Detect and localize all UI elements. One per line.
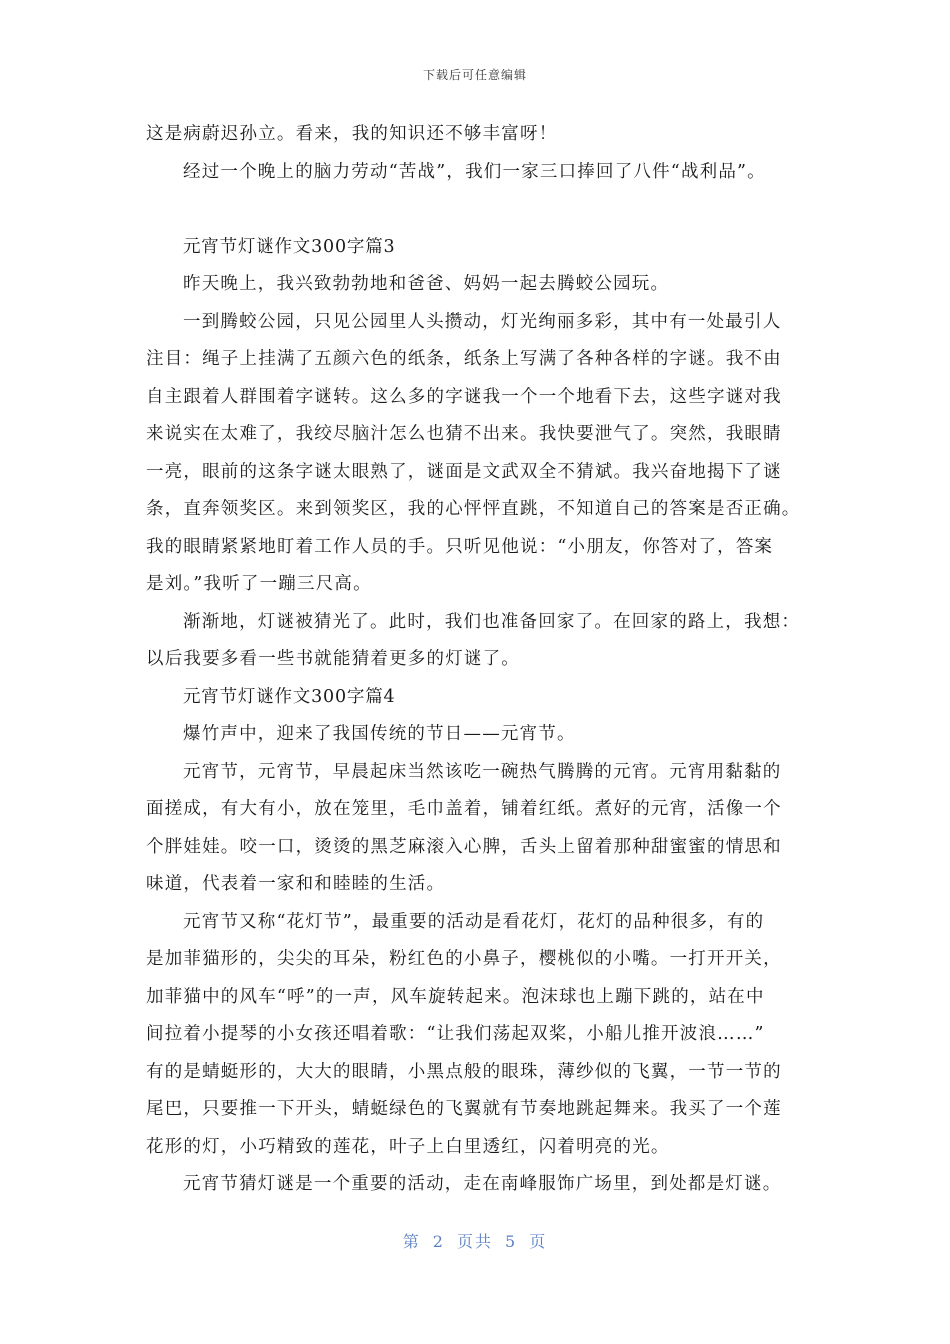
paragraph-line: 间拉着小提琴的小女孩还唱着歌：“让我们荡起双桨，小船儿推开波浪……”	[146, 1024, 765, 1044]
page-footer	[0, 1229, 950, 1252]
paragraph-line: 元宵节猜灯谜是一个重要的活动，走在南峰服饰广场里，到处都是灯谜。	[183, 1174, 782, 1194]
current-page-number: 2	[432, 1232, 445, 1251]
section-title: 元宵节灯谜作文300字篇4	[183, 686, 396, 707]
paragraph-line: 这是病蔚迟孙立。看来，我的知识还不够丰富呀！	[146, 124, 558, 144]
blank-line	[146, 191, 816, 229]
paragraph-line: 有的是蜻蜓形的，大大的眼睛，小黑点般的眼珠，薄纱似的飞翼，一节一节的	[146, 1061, 782, 1082]
paragraph-line: 加菲猫中的风车“呼”的一声，风车旋转起来。泡沫球也上蹦下跳的，站在中	[146, 986, 765, 1007]
paragraph-line: 尾巴，只要推一下开头，蜻蜓绿色的飞翼就有节奏地跳起舞来。我买了一个莲	[146, 1099, 782, 1119]
paragraph-line: 是加菲猫形的，尖尖的耳朵，粉红色的小鼻子，樱桃似的小嘴。一打开开关，	[146, 949, 782, 969]
footer-prefix: 第	[402, 1232, 421, 1251]
section-title: 元宵节灯谜作文300字篇3	[183, 236, 396, 257]
paragraph-line: 面搓成，有大有小，放在笼里，毛巾盖着，铺着红纸。煮好的元宵，活像一个	[146, 799, 782, 819]
paragraph-line: 条，直奔领奖区。来到领奖区，我的心怦怦直跳，不知道自己的答案是否正确。	[146, 499, 801, 519]
document-body	[146, 116, 816, 1204]
footer-suffix: 页	[529, 1232, 548, 1251]
paragraph-line: 爆竹声中，迎来了我国传统的节日——元宵节。	[183, 724, 576, 744]
paragraph-line: 渐渐地，灯谜被猜光了。此时，我们也准备回家了。在回家的路上，我想：	[183, 611, 801, 632]
footer-middle: 页共	[456, 1232, 493, 1251]
paragraph-line: 元宵节又称“花灯节”，最重要的活动是看花灯，花灯的品种很多，有的	[183, 911, 765, 932]
total-page-count: 5	[505, 1232, 518, 1251]
paragraph-line: 味道，代表着一家和和睦睦的生活。	[146, 874, 446, 894]
paragraph-line: 经过一个晚上的脑力劳动“苦战”，我们一家三口捧回了八件“战利品”。	[183, 161, 766, 182]
paragraph-line: 以后我要多看一些书就能猜着更多的灯谜了。	[146, 649, 520, 669]
paragraph-line: 注目：绳子上挂满了五颜六色的纸条，纸条上写满了各种各样的字谜。我不由	[146, 349, 782, 369]
paragraph-line: 花形的灯，小巧精致的莲花，叶子上白里透红，闪着明亮的光。	[146, 1136, 670, 1157]
paragraph-line: 一到腾蛟公园，只见公园里人头攒动，灯光绚丽多彩，其中有一处最引人	[183, 311, 782, 332]
paragraph-line: 昨天晚上，我兴致勃勃地和爸爸、妈妈一起去腾蛟公园玩。	[183, 274, 670, 294]
paragraph-line: 个胖娃娃。咬一口，烫烫的黑芝麻滚入心脾，舌头上留着那种甜蜜蜜的情思和	[146, 836, 782, 857]
paragraph-line: 一亮，眼前的这条字谜太眼熟了，谜面是文武双全不猜斌。我兴奋地揭下了谜	[146, 461, 782, 482]
paragraph-line: 元宵节，元宵节，早晨起床当然该吃一碗热气腾腾的元宵。元宵用黏黏的	[183, 761, 782, 782]
header-note: 下载后可任意编辑	[422, 68, 527, 82]
paragraph-line: 是刘。”我听了一蹦三尺高。	[146, 574, 372, 594]
paragraph-line: 来说实在太难了，我绞尽脑汁怎么也猜不出来。我快要泄气了。突然，我眼睛	[146, 424, 782, 444]
paragraph-line: 自主跟着人群围着字谜转。这么多的字谜我一个一个地看下去，这些字谜对我	[146, 386, 782, 407]
paragraph-line: 我的眼睛紧紧地盯着工作人员的手。只听见他说：“小朋友，你答对了，答案	[146, 536, 774, 557]
